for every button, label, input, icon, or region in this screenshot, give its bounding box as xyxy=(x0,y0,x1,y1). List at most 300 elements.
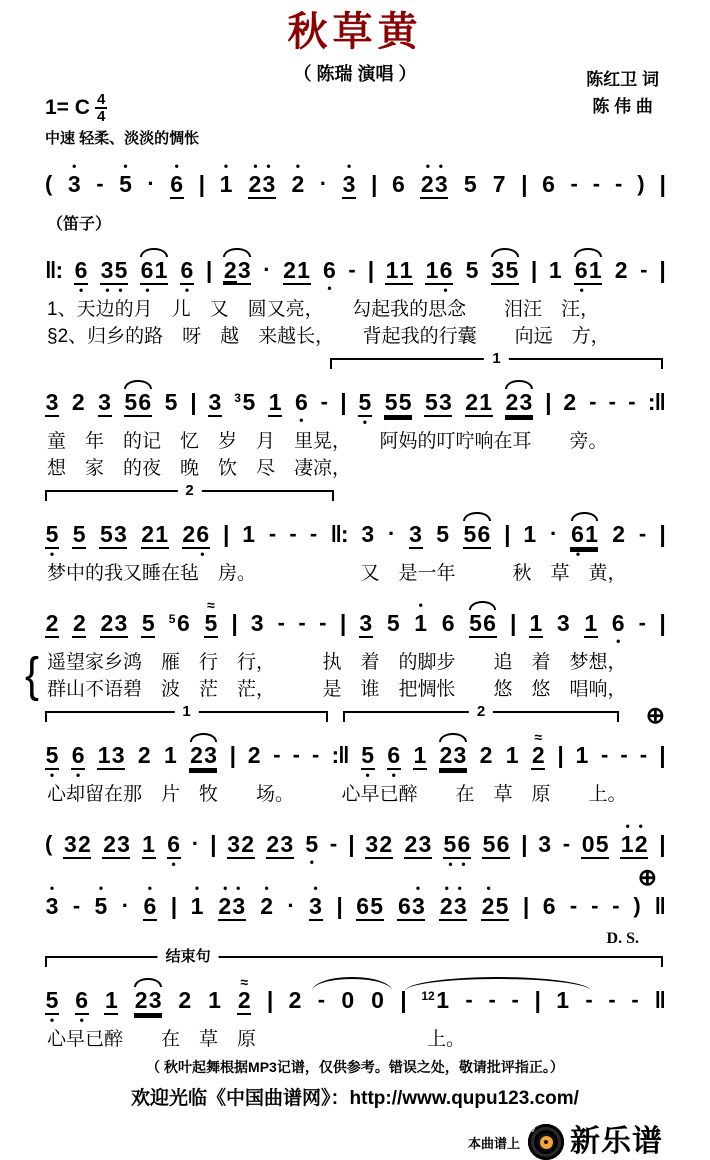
note-digit: 5 xyxy=(386,610,400,636)
octave-dot-above xyxy=(111,733,124,742)
octave-dot-above xyxy=(480,733,493,742)
note-token xyxy=(492,159,506,208)
symbol-token: - xyxy=(640,257,648,282)
note-digit: 0 xyxy=(581,831,595,857)
note-digit: 1 xyxy=(154,257,168,283)
octave-dot-below xyxy=(370,921,383,932)
octave-dot-below xyxy=(595,859,608,870)
octave-dot-above xyxy=(178,978,191,987)
octave-dot-below xyxy=(425,417,438,428)
note-token xyxy=(542,159,556,208)
note-digit: 3 xyxy=(100,257,114,283)
octave-dot-above xyxy=(46,601,59,610)
slur-arc-icon xyxy=(469,601,497,610)
octave-dot-below xyxy=(506,417,519,428)
symbol-token: - xyxy=(569,893,578,918)
octave-dot-above xyxy=(575,733,588,742)
note-token xyxy=(266,819,294,870)
note-digit: 3 xyxy=(208,389,222,415)
note-token xyxy=(143,881,157,932)
octave-dot-below xyxy=(297,285,310,296)
note-digit: 5 xyxy=(45,521,59,547)
note-digit: 2 xyxy=(420,171,434,197)
note-digit: 2 xyxy=(241,831,255,857)
note-token xyxy=(575,730,589,779)
octave-dot-above: • xyxy=(313,881,318,895)
octave-dot-above xyxy=(103,822,116,831)
octave-dot-above xyxy=(464,162,477,171)
note-digit: 5 xyxy=(114,257,128,283)
octave-dot-below xyxy=(142,549,155,560)
note-digit: 3 xyxy=(280,831,294,857)
note-token xyxy=(385,245,413,296)
note-token xyxy=(294,377,308,426)
note-token xyxy=(291,159,305,208)
note-digit: 3 xyxy=(114,521,127,547)
note-token xyxy=(505,730,519,779)
octave-dot-above: • xyxy=(444,881,449,895)
note-digit: 1 xyxy=(297,257,310,283)
octave-dot-above xyxy=(77,822,90,831)
octave-dot-above: • xyxy=(72,159,77,173)
octave-dot-below xyxy=(267,859,280,870)
note-token xyxy=(45,730,59,781)
note-digit: 3 xyxy=(250,610,264,636)
octave-dot-above: • xyxy=(625,819,630,833)
symbol-token: - xyxy=(292,742,300,767)
notation-system-8 xyxy=(45,864,665,948)
volta-bracket-2 xyxy=(45,482,334,501)
symbol-token: - xyxy=(348,257,356,282)
octave-dot-below xyxy=(385,417,398,428)
note-token xyxy=(288,975,302,1024)
symbol-token: - xyxy=(589,389,597,414)
slur-arc-icon xyxy=(140,248,168,257)
note-digit: 5 xyxy=(45,987,59,1013)
octave-dot-above xyxy=(100,512,113,521)
note-token xyxy=(611,598,625,647)
note-digit: 5 xyxy=(72,521,86,547)
note-digit: 1 xyxy=(105,987,118,1013)
octave-dot-above xyxy=(295,380,308,389)
note-token xyxy=(75,975,89,1026)
note-token xyxy=(614,245,628,294)
octave-dot-below xyxy=(492,285,505,296)
octave-dot-above xyxy=(73,512,86,521)
note-digit: 3 xyxy=(453,742,467,768)
note-token xyxy=(180,245,194,296)
octave-dot-above xyxy=(387,601,400,610)
octave-dot-below xyxy=(612,547,625,558)
note-digit: 2 xyxy=(614,257,628,283)
note-token xyxy=(443,819,471,870)
octave-dot-below xyxy=(173,636,186,647)
octave-dot-above xyxy=(98,380,111,389)
barline: ‖: xyxy=(330,521,348,547)
note-token xyxy=(99,509,127,560)
octave-dot-below xyxy=(584,638,597,649)
logo-prefix-text: 本曲谱上 xyxy=(467,1135,520,1151)
symbol-token: - xyxy=(614,171,623,196)
octave-dot-below: • xyxy=(118,283,123,297)
octave-dot-above xyxy=(439,248,452,257)
symbol-token: - xyxy=(608,987,616,1012)
octave-dot-below xyxy=(387,636,400,647)
octave-dot-above: • xyxy=(223,159,229,173)
note-token xyxy=(465,377,493,428)
symbol-token: - xyxy=(591,893,599,918)
note-token xyxy=(167,819,181,870)
note-digit: 2 xyxy=(465,389,479,415)
note-token xyxy=(404,819,432,870)
symbol-token: - xyxy=(631,987,639,1012)
note-digit: 5 xyxy=(45,742,59,768)
note-digit: 3 xyxy=(491,257,505,283)
octave-dot-above xyxy=(506,733,519,742)
octave-dot-above: • xyxy=(425,159,430,173)
lyrics-brace: { xyxy=(25,647,40,702)
note-digit: 6 xyxy=(477,521,491,547)
note-token xyxy=(98,377,112,428)
note-token xyxy=(204,598,218,649)
note-digit: 2 xyxy=(71,389,85,415)
octave-dot-below: • xyxy=(299,413,304,427)
note-token xyxy=(469,598,497,649)
note-token xyxy=(361,730,375,781)
octave-dot-below xyxy=(529,638,542,649)
symbol-token: - xyxy=(612,893,620,918)
note-digit: 5 xyxy=(164,389,178,415)
octave-dot-below xyxy=(440,921,453,932)
octave-dot-below: • xyxy=(579,283,584,297)
note-digit: 6 xyxy=(542,171,555,197)
note-digit: 3 xyxy=(359,610,373,636)
octave-dot-above xyxy=(72,733,85,742)
note-token xyxy=(491,245,519,296)
slur-arc-icon xyxy=(505,380,533,389)
note-token xyxy=(424,377,452,428)
octave-dot-below xyxy=(575,768,588,779)
note-token xyxy=(439,881,467,932)
barline: | xyxy=(223,521,229,547)
barline: | xyxy=(336,893,342,919)
note-token xyxy=(268,377,282,428)
note-digit: 1 xyxy=(155,521,168,547)
score-body xyxy=(25,159,665,1053)
note-token xyxy=(358,377,372,428)
note-digit: 5 xyxy=(482,831,496,857)
lyrics-block xyxy=(45,781,665,808)
note-digit: 3 xyxy=(453,893,467,919)
octave-dot-above xyxy=(248,733,261,742)
octave-dot-above xyxy=(75,978,88,987)
barline: :‖ xyxy=(331,742,349,768)
octave-dot-below xyxy=(466,417,479,428)
octave-dot-below: • xyxy=(49,1013,55,1027)
octave-dot-above xyxy=(114,248,127,257)
note-token xyxy=(283,245,311,296)
slur-arc-icon xyxy=(571,512,599,521)
note-token xyxy=(45,509,59,560)
note-token xyxy=(100,245,128,296)
symbol-token: - xyxy=(72,893,81,918)
note-digit: 2 xyxy=(481,893,495,919)
slur-arc-icon xyxy=(124,380,152,389)
lyric-line-1: 心却留在那 片 牧 场。 心早已醉 在 草 原 上。 xyxy=(47,784,627,805)
note-digit: 5 xyxy=(141,610,155,636)
octave-dot-above xyxy=(542,162,555,171)
octave-dot-below xyxy=(405,859,418,870)
octave-dot-above: • xyxy=(486,881,491,895)
octave-dot-below xyxy=(465,283,478,294)
note-digit: 3 xyxy=(67,171,81,197)
octave-dot-above xyxy=(386,248,399,257)
symbol-token: - xyxy=(273,742,281,767)
octave-dot-above xyxy=(370,884,383,893)
note-digit: 2 xyxy=(103,831,116,857)
note-digit: 1 xyxy=(425,257,439,283)
octave-dot-below xyxy=(228,859,241,870)
symbol-token: - xyxy=(570,171,578,196)
symbol-token: - xyxy=(309,521,318,546)
octave-dot-above xyxy=(366,822,379,831)
barline: | xyxy=(659,831,665,857)
note-token xyxy=(574,245,602,296)
note-digit: 2 xyxy=(266,831,280,857)
octave-dot-below: • xyxy=(309,855,314,869)
volta-label: 1 xyxy=(484,351,508,367)
octave-dot-above xyxy=(208,380,221,389)
octave-dot-below xyxy=(262,199,275,210)
note-token xyxy=(420,159,448,210)
note-digit: 6 xyxy=(483,610,496,636)
note-digit: 2 xyxy=(379,831,393,857)
octave-dot-below xyxy=(371,1013,384,1024)
note-digit: 1 xyxy=(385,257,399,283)
octave-dot-above xyxy=(409,512,422,521)
octave-dot-above xyxy=(399,248,412,257)
octave-dot-below xyxy=(359,638,372,649)
octave-dot-below: • xyxy=(200,547,205,561)
volta-bracket-2 xyxy=(343,703,620,722)
symbol-token: · xyxy=(287,893,295,918)
octave-dot-below xyxy=(73,549,86,560)
note-token xyxy=(342,159,356,210)
vinyl-record-icon xyxy=(528,1124,564,1160)
note-token xyxy=(481,881,509,932)
barline: | xyxy=(190,389,196,415)
credits xyxy=(586,66,659,120)
meter-lower: 4 xyxy=(96,108,106,125)
octave-dot-above xyxy=(323,248,336,257)
octave-dot-above xyxy=(483,822,496,831)
note-digit: 1 xyxy=(242,521,256,547)
octave-dot-below xyxy=(361,547,374,558)
note-token xyxy=(102,819,130,870)
symbol-token: - xyxy=(319,610,327,635)
octave-dot-below xyxy=(483,638,496,649)
octave-dot-below xyxy=(505,285,518,296)
note-digit: 2 xyxy=(178,987,192,1013)
note-digit: 6 xyxy=(143,893,157,919)
octave-dot-above xyxy=(495,884,508,893)
octave-dot-below xyxy=(386,285,399,296)
octave-dot-above xyxy=(138,733,151,742)
note-digit: 2 xyxy=(45,610,59,636)
octave-dot-above xyxy=(114,601,127,610)
octave-dot-below xyxy=(411,921,424,932)
octave-dot-above: • xyxy=(415,881,421,895)
octave-dot-above xyxy=(479,380,492,389)
note-digit: 3 xyxy=(98,389,111,415)
octave-dot-above xyxy=(64,822,77,831)
octave-dot-above xyxy=(612,512,625,521)
barline: | xyxy=(371,171,377,197)
grace-note: 5 xyxy=(168,612,176,626)
note-digit: 2 xyxy=(237,987,251,1013)
octave-dot-below xyxy=(480,768,493,779)
note-digit: 6 xyxy=(177,610,190,636)
octave-dot-below xyxy=(434,199,447,210)
octave-dot-above xyxy=(113,512,126,521)
barline: | xyxy=(521,171,527,197)
octave-dot-below xyxy=(392,197,405,208)
lyrics-block xyxy=(45,1026,665,1053)
barline: | xyxy=(659,521,665,547)
octave-dot-above xyxy=(595,822,608,831)
note-digit: 3 xyxy=(519,389,533,415)
octave-dot-below: • xyxy=(79,1013,84,1027)
notation-line-5 xyxy=(45,598,665,649)
coda-icon: ⊕ xyxy=(645,702,665,728)
octave-dot-above xyxy=(465,248,478,257)
note-token xyxy=(529,598,543,649)
octave-dot-below xyxy=(309,921,322,932)
note-token xyxy=(74,245,88,296)
slur-arc-icon xyxy=(190,733,218,742)
symbol-token: - xyxy=(600,742,609,767)
slur-arc-icon xyxy=(491,248,519,257)
octave-dot-below xyxy=(178,1013,191,1024)
octave-dot-below xyxy=(496,859,509,870)
logo-name-text: 新乐谱 xyxy=(570,1125,663,1158)
octave-dot-below xyxy=(543,919,556,930)
octave-dot-above xyxy=(359,601,372,610)
performer-subtitle: （ 陈瑞 演唱 ） xyxy=(293,64,417,84)
note-token xyxy=(386,598,400,647)
octave-dot-above: • xyxy=(418,598,423,612)
octave-dot-above xyxy=(466,380,479,389)
vinyl-hole xyxy=(544,1140,548,1144)
octave-dot-below xyxy=(208,417,221,428)
lyric-line-1: 1、天边的月 儿 又 圆又亮， 勾起我的思念 泪汪 汪， xyxy=(47,299,600,320)
octave-dot-below xyxy=(477,549,490,560)
octave-dot-above xyxy=(413,733,426,742)
lyric-line-2: §2、归乡的路 呀 越 来越长， 背起我的行囊 向远 方， xyxy=(47,326,610,347)
symbol-token: ) xyxy=(633,893,641,918)
note-digit: 1 xyxy=(548,257,562,283)
octave-dot-above xyxy=(269,380,282,389)
symbol-token: - xyxy=(329,831,338,856)
octave-dot-below xyxy=(219,921,232,932)
note-token xyxy=(305,819,319,868)
octave-dot-above xyxy=(549,248,562,257)
volta-label: 结束句 xyxy=(158,949,219,965)
octave-dot-below xyxy=(418,859,431,870)
symbol-token: - xyxy=(628,389,636,414)
symbol-token: - xyxy=(317,987,326,1012)
octave-dot-above xyxy=(142,822,155,831)
octave-dot-below xyxy=(615,283,628,294)
symbol-token: - xyxy=(277,610,285,635)
octave-dot-below xyxy=(621,859,634,870)
note-digit: 5 xyxy=(465,257,479,283)
octave-dot-below xyxy=(238,1015,251,1026)
note-token xyxy=(234,377,256,426)
octave-dot-below: • xyxy=(365,768,370,782)
octave-dot-above xyxy=(75,248,88,257)
barline: | xyxy=(266,987,273,1013)
symbol-token: - xyxy=(320,389,328,414)
note-digit: 6 xyxy=(356,893,369,919)
note-token xyxy=(248,159,276,210)
octave-dot-below xyxy=(343,199,356,210)
octave-dot-below xyxy=(483,859,496,870)
notation-system-3 xyxy=(45,350,665,482)
octave-dot-above xyxy=(142,601,155,610)
key-label: 1= C xyxy=(45,96,90,119)
barline: | xyxy=(545,389,551,415)
note-digit: 1 xyxy=(479,389,493,415)
note-digit: 2 xyxy=(404,831,418,857)
barline: ‖ xyxy=(654,987,665,1013)
header xyxy=(45,8,665,148)
octave-dot-below: • xyxy=(391,768,396,782)
octave-dot-below xyxy=(239,415,252,426)
note-digit: 5 xyxy=(242,389,256,415)
volta-bracket-1 xyxy=(330,350,663,369)
symbol-token: - xyxy=(268,521,277,546)
octave-dot-above xyxy=(142,512,155,521)
octave-dot-below xyxy=(479,417,492,428)
lyric-line-2: 群山不语碧 波 茫 茫， 是 谁 把惆怅 悠 悠 唱响， xyxy=(47,679,627,700)
lyrics-block xyxy=(45,296,665,350)
symbol-token: ) xyxy=(637,171,645,196)
note-digit: 5 xyxy=(505,257,519,283)
octave-dot-below xyxy=(357,921,370,932)
note-digit: 2 xyxy=(612,521,626,547)
octave-dot-above xyxy=(385,380,398,389)
octave-dot-above xyxy=(361,512,374,521)
octave-dot-above: • xyxy=(194,881,200,895)
octave-dot-above xyxy=(98,733,111,742)
octave-dot-below xyxy=(280,859,293,870)
note-token xyxy=(218,881,246,932)
octave-dot-below xyxy=(414,636,427,647)
octave-dot-above: • xyxy=(253,159,258,173)
note-digit: 2 xyxy=(223,257,237,283)
octave-dot-above xyxy=(196,512,209,521)
symbol-token: - xyxy=(638,521,647,546)
symbol-token: - xyxy=(298,610,306,635)
octave-dot-below xyxy=(260,919,273,930)
note-digit: 1 xyxy=(414,610,428,636)
octave-dot-below xyxy=(436,547,449,558)
octave-dot-above xyxy=(239,380,252,389)
note-digit: 2 xyxy=(479,742,493,768)
lyric-line-1: 心早已醉 在 草 原 上。 xyxy=(47,1029,466,1050)
octave-dot-below xyxy=(379,859,392,870)
